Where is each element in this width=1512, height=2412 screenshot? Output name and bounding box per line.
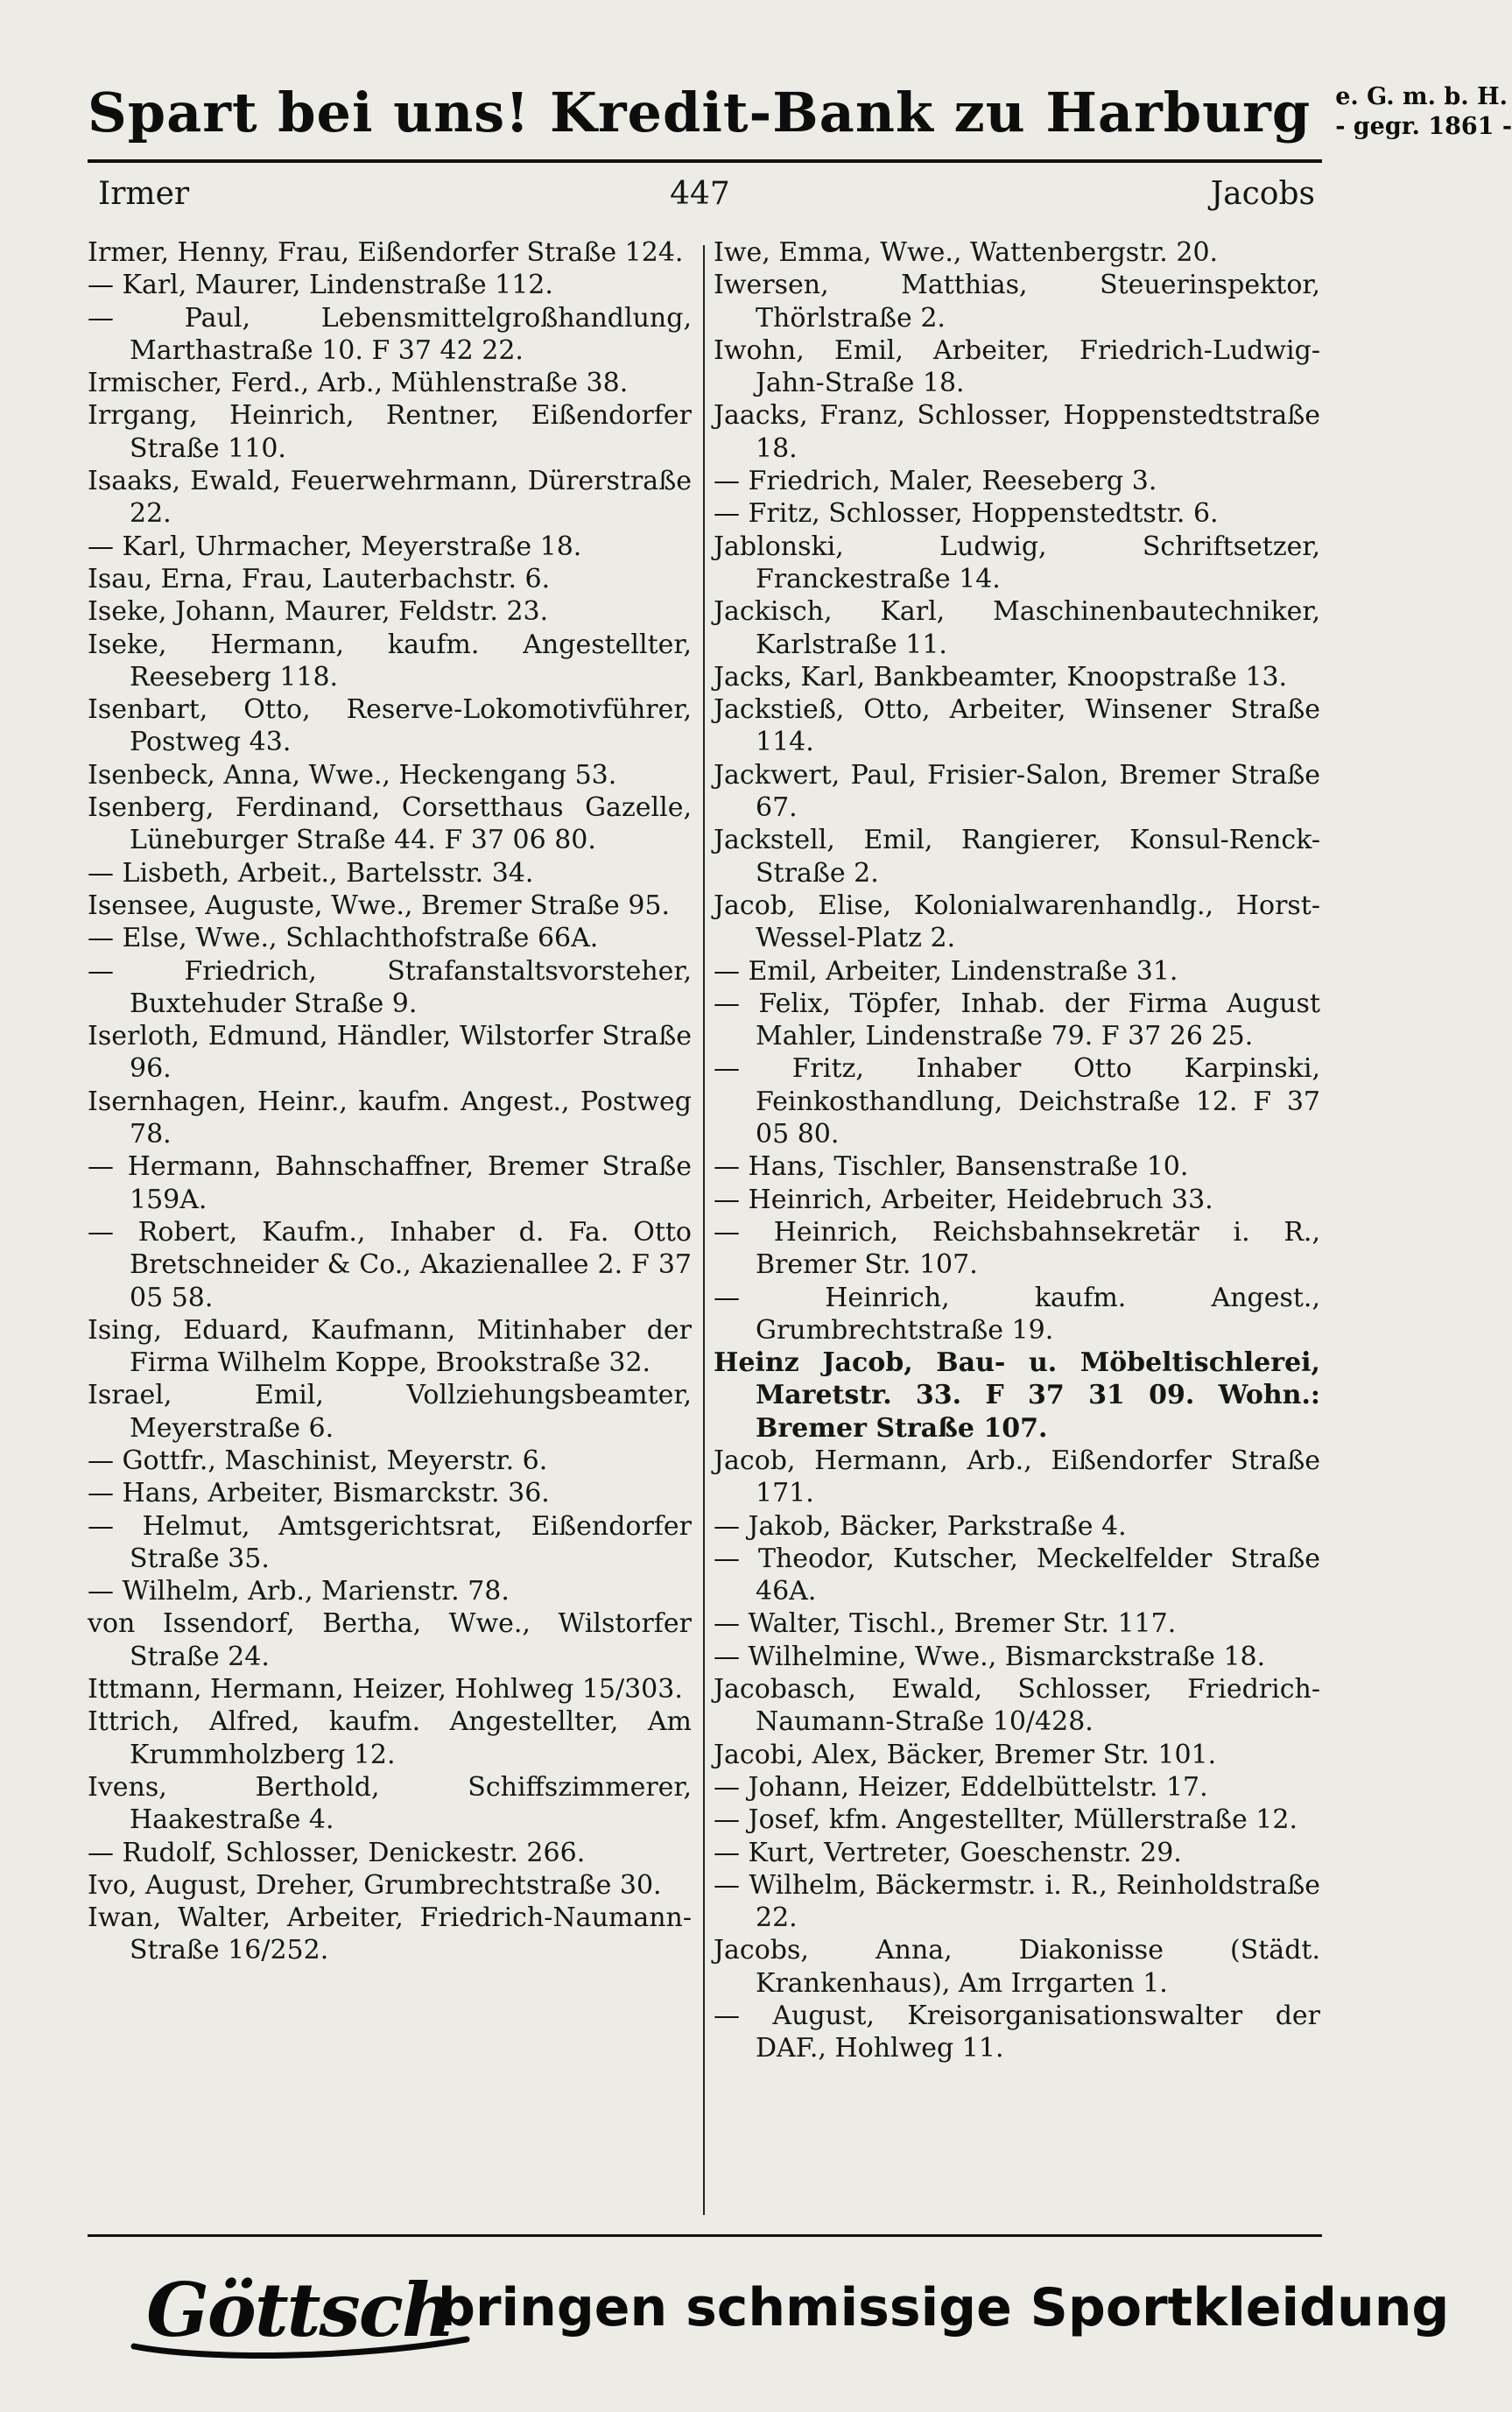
directory-entry: — Friedrich, Strafanstaltsvorsteher, Buxtehuder Straße 9. bbox=[88, 955, 692, 1019]
column-divider bbox=[703, 245, 705, 2215]
directory-entry: — Emil, Arbeiter, Lindenstraße 31. bbox=[714, 955, 1178, 987]
directory-entry: Israel, Emil, Vollziehungsbeamter, Meyerstraße 6. bbox=[88, 1380, 692, 1444]
banner-legal-form: e. G. m. b. H. bbox=[1335, 83, 1508, 110]
directory-entry: Isernhagen, Heinr., kaufm. Angest., Postweg 78. bbox=[88, 1086, 692, 1150]
directory-entry: Ivo, August, Dreher, Grumbrechtstraße 30. bbox=[88, 1869, 662, 1901]
directory-entry: — Felix, Töpfer, Inhab. der Firma August Mahler, Lindenstraße 79. F 37 26 25. bbox=[714, 988, 1320, 1052]
directory-columns bbox=[88, 236, 1322, 2224]
directory-entry: Ising, Eduard, Kaufmann, Mitinhaber der Firma Wilhelm Koppe, Brookstraße 32. bbox=[88, 1314, 692, 1379]
directory-entry: — Heinrich, Arbeiter, Heidebruch 33. bbox=[714, 1184, 1213, 1215]
directory-entry: — Else, Wwe., Schlachthofstraße 66A. bbox=[88, 923, 599, 954]
running-head bbox=[98, 172, 1315, 215]
directory-entry: Iserloth, Edmund, Händler, Wilstorfer Straße 96. bbox=[88, 1021, 692, 1085]
last-entry-keyword: Jacobs bbox=[1210, 175, 1315, 212]
directory-entry: Jacobs, Anna, Diakonisse (Städt. Krankenhaus), Am Irrgarten 1. bbox=[714, 1935, 1320, 1999]
directory-entry: Isenberg, Ferdinand, Corsetthaus Gazelle, Lüneburger Straße 44. F 37 06 80. bbox=[88, 792, 692, 856]
ad-slogan: bringen schmissige Sportkleidung bbox=[438, 2277, 1450, 2338]
directory-entry: — Wilhelmine, Wwe., Bismarckstraße 18. bbox=[714, 1641, 1266, 1672]
directory-entry: Jackstell, Emil, Rangierer, Konsul-Renck-Straße 2. bbox=[714, 825, 1320, 889]
directory-entry: Isenbart, Otto, Reserve-Lokomotivführer, Postweg 43. bbox=[88, 694, 692, 758]
sportswear-advertisement bbox=[88, 2248, 1450, 2380]
directory-entry: Jackstieß, Otto, Arbeiter, Winsener Straße 114. bbox=[714, 694, 1320, 758]
directory-entry: Jaacks, Franz, Schlosser, Hoppenstedtstraße 18. bbox=[714, 400, 1320, 464]
directory-entry: — Hans, Tischler, Bansenstraße 10. bbox=[714, 1151, 1189, 1183]
directory-entry: Iwersen, Matthias, Steuerinspektor, Thörlstraße 2. bbox=[714, 270, 1320, 334]
directory-entry: — Lisbeth, Arbeit., Bartelsstr. 34. bbox=[88, 857, 534, 889]
banner-founded: - gegr. 1861 - bbox=[1335, 113, 1512, 140]
footer-divider bbox=[88, 2234, 1322, 2237]
page-number: 447 bbox=[670, 175, 730, 212]
directory-entry: Jacks, Karl, Bankbeamter, Knoopstraße 13. bbox=[714, 661, 1288, 693]
directory-entry: Ivens, Berthold, Schiffszimmerer, Haakestraße 4. bbox=[88, 1771, 692, 1836]
banner-legal-info bbox=[1335, 82, 1512, 142]
bank-advertisement-banner bbox=[88, 60, 1512, 165]
directory-entry: Jacob, Hermann, Arb., Eißendorfer Straße 171. bbox=[714, 1445, 1320, 1509]
directory-entry: — Fritz, Schlosser, Hoppenstedtstr. 6. bbox=[714, 498, 1219, 530]
directory-entry: — Karl, Uhrmacher, Meyerstraße 18. bbox=[88, 531, 582, 562]
directory-entry: Ittrich, Alfred, kaufm. Angestellter, Am Krummholzberg 12. bbox=[88, 1706, 692, 1770]
directory-entry: — Johann, Heizer, Eddelbüttelstr. 17. bbox=[714, 1771, 1208, 1803]
directory-entry: — Josef, kfm. Angestellter, Müllerstraße 12. bbox=[714, 1804, 1298, 1836]
directory-entry: — Hans, Arbeiter, Bismarckstr. 36. bbox=[88, 1478, 550, 1509]
directory-entry: — Theodor, Kutscher, Meckelfelder Straße 46A. bbox=[714, 1543, 1320, 1607]
directory-entry: Jacob, Elise, Kolonialwarenhandlg., Horst-Wessel-Platz 2. bbox=[714, 890, 1320, 954]
directory-entry: — Wilhelm, Bäckermstr. i. R., Reinholdstraße 22. bbox=[714, 1869, 1320, 1934]
directory-entry: — Heinrich, Reichsbahnsekretär i. R., Bremer Str. 107. bbox=[714, 1216, 1320, 1281]
logo-lettering: Göttsch bbox=[146, 2266, 454, 2353]
directory-entry: von Issendorf, Bertha, Wwe., Wilstorfer Straße 24. bbox=[88, 1608, 692, 1672]
directory-entry: Iwan, Walter, Arbeiter, Friedrich-Naumann-Straße 16/252. bbox=[88, 1902, 692, 1966]
right-column bbox=[714, 236, 1320, 2065]
directory-entry: Isensee, Auguste, Wwe., Bremer Straße 95. bbox=[88, 890, 671, 921]
directory-entry: — Karl, Maurer, Lindenstraße 112. bbox=[88, 270, 553, 301]
directory-entry: — Helmut, Amtsgerichtsrat, Eißendorfer Straße 35. bbox=[88, 1510, 692, 1574]
directory-entry: Isenbeck, Anna, Wwe., Heckengang 53. bbox=[88, 759, 617, 791]
banner-headline: Spart bei uns! Kredit-Bank zu Harburg bbox=[88, 80, 1312, 144]
directory-entry: — Rudolf, Schlosser, Denickestr. 266. bbox=[88, 1837, 586, 1868]
left-column bbox=[88, 236, 692, 1967]
directory-entry: Jackisch, Karl, Maschinenbautechniker, Karlstraße 11. bbox=[714, 596, 1320, 660]
directory-entry: Heinz Jacob, Bau- u. Möbeltischlerei, Maretstr. 33. F 37 31 09. Wohn.: Bremer Straße 107. bbox=[714, 1347, 1320, 1444]
directory-entry: — Heinrich, kaufm. Angest., Grumbrechtstraße 19. bbox=[714, 1282, 1320, 1346]
directory-entry: — Gottfr., Maschinist, Meyerstr. 6. bbox=[88, 1445, 548, 1476]
directory-entry: Irmischer, Ferd., Arb., Mühlenstraße 38. bbox=[88, 368, 629, 399]
directory-entry: — Friedrich, Maler, Reeseberg 3. bbox=[714, 466, 1157, 497]
directory-entry: Iseke, Johann, Maurer, Feldstr. 23. bbox=[88, 596, 549, 628]
directory-entry: — Fritz, Inhaber Otto Karpinski, Feinkosthandlung, Deichstraße 12. F 37 05 80. bbox=[714, 1053, 1320, 1150]
directory-entry: — Hermann, Bahnschaffner, Bremer Straße 159A. bbox=[88, 1151, 692, 1215]
directory-entry: Iseke, Hermann, kaufm. Angestellter, Reeseberg 118. bbox=[88, 629, 692, 693]
directory-entry: Isau, Erna, Frau, Lauterbachstr. 6. bbox=[88, 563, 551, 594]
directory-entry: — Jakob, Bäcker, Parkstraße 4. bbox=[714, 1510, 1127, 1542]
directory-entry: Jacobi, Alex, Bäcker, Bremer Str. 101. bbox=[714, 1739, 1217, 1770]
directory-entry: Isaaks, Ewald, Feuerwehrmann, Dürerstraße 22. bbox=[88, 466, 692, 530]
directory-entry: — August, Kreisorganisationswalter der DAF., Hohlweg 11. bbox=[714, 2001, 1320, 2064]
goettsch-logo bbox=[127, 2257, 473, 2362]
directory-entry: Irrgang, Heinrich, Rentner, Eißendorfer Straße 110. bbox=[88, 400, 692, 464]
directory-entry: — Robert, Kaufm., Inhaber d. Fa. Otto Bretschneider & Co., Akazienallee 2. F 37 05 58. bbox=[88, 1216, 692, 1313]
directory-entry: Iwe, Emma, Wwe., Wattenbergstr. 20. bbox=[714, 237, 1219, 268]
directory-entry: — Paul, Lebensmittelgroßhandlung, Marthastraße 10. F 37 42 22. bbox=[88, 302, 692, 366]
first-entry-keyword: Irmer bbox=[98, 175, 190, 212]
directory-entry: — Walter, Tischl., Bremer Str. 117. bbox=[714, 1608, 1177, 1640]
directory-entry: — Kurt, Vertreter, Goeschenstr. 29. bbox=[714, 1837, 1182, 1868]
banner-divider bbox=[88, 159, 1322, 163]
directory-entry: Irmer, Henny, Frau, Eißendorfer Straße 124. bbox=[88, 237, 684, 268]
directory-entry: Iwohn, Emil, Arbeiter, Friedrich-Ludwig-Jahn-Straße 18. bbox=[714, 334, 1320, 399]
directory-entry: — Wilhelm, Arb., Marienstr. 78. bbox=[88, 1576, 510, 1607]
directory-entry: Ittmann, Hermann, Heizer, Hohlweg 15/303. bbox=[88, 1674, 683, 1705]
directory-entry: Jackwert, Paul, Frisier-Salon, Bremer Straße 67. bbox=[714, 759, 1320, 824]
directory-entry: Jablonski, Ludwig, Schriftsetzer, Franckestraße 14. bbox=[714, 531, 1320, 594]
directory-entry: Jacobasch, Ewald, Schlosser, Friedrich-Naumann-Straße 10/428. bbox=[714, 1674, 1320, 1738]
